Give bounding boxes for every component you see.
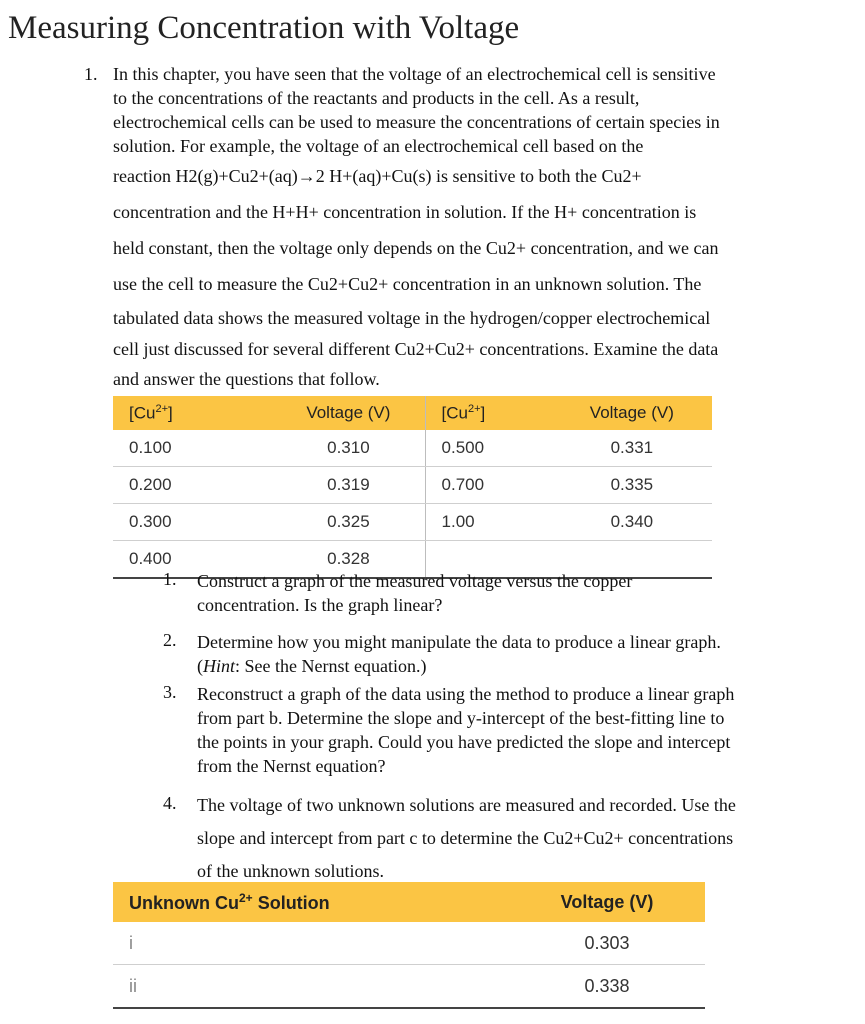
cell-solution-label: i — [113, 922, 509, 965]
page-title: Measuring Concentration with Voltage — [8, 10, 520, 46]
sub-question-line: from part b. Determine the slope and y-intercept of the best-fitting line to — [197, 708, 725, 728]
intro-line: electrochemical cells can be used to measure the concentrations of certain species in — [113, 112, 720, 132]
sub-question-line: The voltage of two unknown solutions are measured and recorded. Use the — [197, 795, 736, 815]
table-row — [113, 922, 705, 965]
sub-question-line: (Hint: See the Nernst equation.) — [197, 656, 427, 676]
hint-label: Hint — [203, 656, 236, 676]
cell-voltage: 0.338 — [509, 965, 705, 1009]
sub-question-line: from the Nernst equation? — [197, 756, 386, 776]
cell-voltage: 0.331 — [552, 430, 712, 467]
intro-line: to the concentrations of the reactants and products in the cell. As a result, — [113, 88, 640, 108]
hint-text: : See the Nernst equation.) — [235, 656, 427, 676]
cell-voltage: 0.325 — [272, 504, 425, 541]
sub-question-text — [197, 682, 833, 778]
sub-question-text — [197, 630, 833, 678]
sub-question-text — [197, 789, 833, 888]
cell-concentration: 0.400 — [113, 541, 272, 579]
sub-question-number: 1. — [163, 569, 177, 589]
sub-question-line: the points in your graph. Could you have predicted the slope and intercept — [197, 732, 731, 752]
concentration-voltage-table — [113, 396, 712, 579]
cell-solution-label: ii — [113, 965, 509, 1009]
header-voltage: Voltage (V) — [272, 396, 425, 430]
cell-concentration: 1.00 — [425, 504, 552, 541]
table-row — [113, 965, 705, 1009]
cell-concentration: 0.700 — [425, 467, 552, 504]
header-voltage: Voltage (V) — [552, 396, 712, 430]
header-unknown-solution: Unknown $Cu^{2+}$ Solution — [113, 882, 509, 922]
cell-voltage: 0.310 — [272, 430, 425, 467]
sub-question-text — [197, 569, 833, 617]
intro-line: held constant, then the voltage only depends on the Cu2+ concentration, and we can — [113, 238, 719, 258]
sub-question-number: 3. — [163, 682, 177, 702]
intro-line: solution. For example, the voltage of an electrochemical cell based on the — [113, 136, 644, 156]
sub-question-line: slope and intercept from part c to determine the Cu2+Cu2+ concentrations — [197, 828, 734, 848]
table-row — [113, 430, 712, 467]
intro-line: concentration and the H+H+ concentration in solution. If the H+ concentration is — [113, 202, 697, 222]
sub-question-line: Reconstruct a graph of the data using the method to produce a linear graph — [197, 684, 735, 704]
header-concentration: $[Cu^{2+}]$ — [113, 396, 272, 430]
cell-concentration: 0.500 — [425, 430, 552, 467]
cell-concentration: 0.300 — [113, 504, 272, 541]
table-row — [113, 467, 712, 504]
sub-question-line: Construct a graph of the measured voltage versus the copper — [197, 571, 633, 591]
cell-voltage: 0.340 — [552, 504, 712, 541]
question-number: 1. — [84, 64, 98, 84]
cell-concentration: 0.200 — [113, 467, 272, 504]
intro-line: use the cell to measure the Cu2+Cu2+ concentration in an unknown solution. The — [113, 274, 702, 294]
intro-line: In this chapter, you have seen that the voltage of an electrochemical cell is sensitive — [113, 64, 716, 84]
table-header-row — [113, 396, 712, 430]
header-voltage: Voltage (V) — [509, 882, 705, 922]
intro-line: tabulated data shows the measured voltage in the hydrogen/copper electrochemical — [113, 308, 711, 328]
intro-line: and answer the questions that follow. — [113, 369, 380, 389]
sub-question-number: 4. — [163, 793, 177, 813]
sub-question-4 — [163, 789, 833, 884]
unknown-solution-table — [113, 882, 705, 1009]
sub-question-line: Determine how you might manipulate the data to produce a linear graph. — [197, 632, 721, 652]
sub-question-2 — [163, 630, 833, 680]
sub-question-line: concentration. Is the graph linear? — [197, 595, 443, 615]
cell-voltage: 0.335 — [552, 467, 712, 504]
cell-voltage: 0.319 — [272, 467, 425, 504]
sub-question-1 — [163, 569, 833, 619]
sub-question-number: 2. — [163, 630, 177, 650]
cell-voltage: 0.303 — [509, 922, 705, 965]
table-row — [113, 504, 712, 541]
intro-line: reaction H2(g)+Cu2+(aq)→2 H+(aq)+Cu(s) is sensitive to both the Cu2+ — [113, 166, 642, 186]
cell-concentration: 0.100 — [113, 430, 272, 467]
sub-question-3 — [163, 682, 833, 782]
sub-question-line: of the unknown solutions. — [197, 861, 384, 881]
question-intro — [113, 62, 833, 394]
intro-line: cell just discussed for several different Cu2+Cu2+ concentrations. Examine the data — [113, 339, 719, 359]
header-concentration: $[Cu^{2+}]$ — [425, 396, 552, 430]
table-header-row — [113, 882, 705, 922]
cell-voltage: 0.328 — [272, 541, 425, 579]
